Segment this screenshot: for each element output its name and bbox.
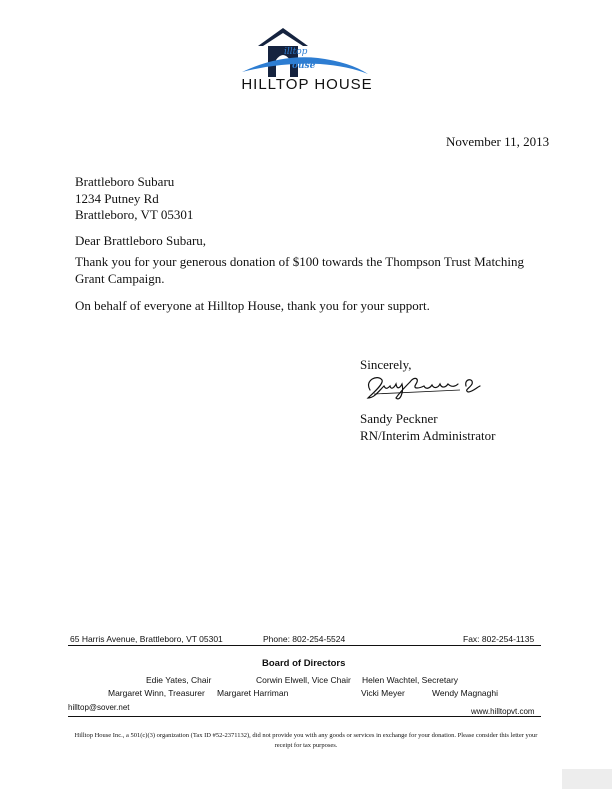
svg-text:ouse: ouse: [292, 61, 316, 71]
director-wendy: Wendy Magnaghi: [432, 688, 498, 698]
footer-website: www.hilltopvt.com: [471, 707, 535, 716]
footer-email: hilltop@sover.net: [68, 703, 130, 712]
closing: Sincerely,: [360, 357, 412, 372]
director-margaret-winn: Margaret Winn, Treasurer: [108, 688, 205, 698]
footer-divider-bottom: [68, 716, 541, 717]
director-vicki: Vicki Meyer: [361, 688, 405, 698]
body-paragraph-2: On behalf of everyone at Hilltop House, thank you for your support.: [75, 298, 430, 313]
handwritten-signature: [360, 368, 510, 406]
tax-disclaimer: Hilltop House Inc., a 501(c)(3) organization (Tax ID #52-2371132), did not provide you with any goods or services in exchange for your donation. Please consider this letter your receipt for tax purposes.: [74, 732, 538, 749]
organization-name: HILLTOP HOUSE: [241, 76, 373, 93]
footer-address: 65 Harris Avenue, Brattleboro, VT 05301: [70, 634, 223, 644]
body-paragraph-1: Thank you for your generous donation of $100 towards the Thompson Trust Matching Grant Campaign.: [75, 254, 524, 286]
svg-text:illtop: illtop: [284, 47, 308, 57]
letter-date: November 11, 2013: [446, 134, 550, 149]
footer-fax: Fax: 802-254-1135: [463, 634, 535, 644]
director-edie: Edie Yates, Chair: [146, 675, 212, 685]
salutation: Dear Brattleboro Subaru,: [75, 233, 207, 248]
scan-edge-shadow: [562, 769, 612, 789]
signer-title: RN/Interim Administrator: [360, 428, 496, 443]
director-margaret-harriman: Margaret Harriman: [217, 688, 289, 698]
recipient-address: [75, 173, 193, 223]
footer-phone: Phone: 802-254-5524: [263, 634, 346, 644]
footer-divider-top: [68, 645, 541, 646]
director-corwin: Corwin Elwell, Vice Chair: [256, 675, 351, 685]
recipient-name: Brattleboro Subaru: [75, 174, 175, 189]
director-helen: Helen Wachtel, Secretary: [362, 675, 459, 685]
recipient-city: Brattleboro, VT 05301: [75, 207, 194, 222]
recipient-street: 1234 Putney Rd: [75, 190, 159, 206]
signer-name: Sandy Peckner: [360, 411, 438, 426]
board-title: Board of Directors: [262, 658, 346, 669]
